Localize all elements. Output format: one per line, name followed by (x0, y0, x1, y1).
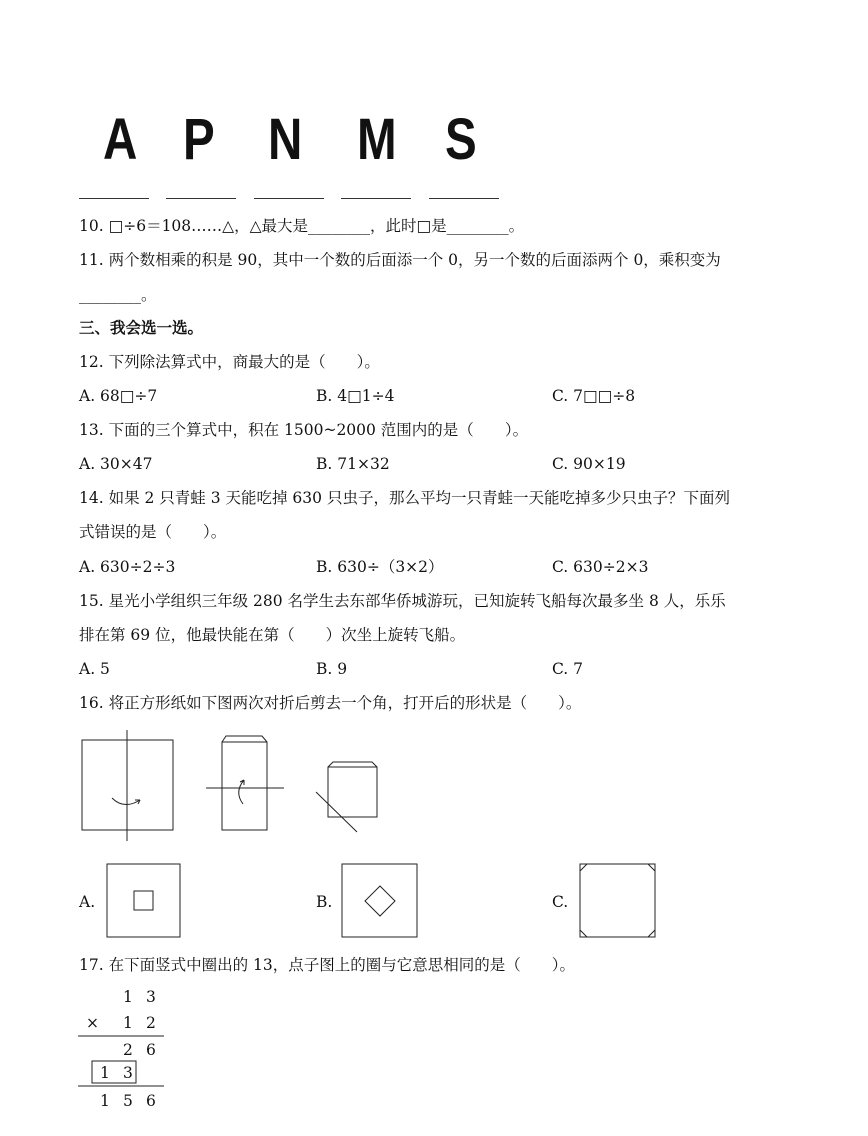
q10-blank-2[interactable]: ________ (446, 217, 509, 235)
question-17: 17. 在下面竖式中圈出的 13，点子图上的圈与它意思相同的是（ ）。 (79, 956, 575, 974)
q10-end: 。 (508, 217, 525, 235)
folded-square (328, 767, 377, 817)
question-15-line-2: 排在第 69 位，他最快能在第（ ）次坐上旋转飞船。 (79, 626, 466, 644)
q10-text-2: ，此时□是 (370, 217, 447, 235)
fold-arrow-icon (112, 798, 140, 805)
question-13: 13. 下面的三个算式中，积在 1500~2000 范围内的是（ ）。 (79, 421, 529, 439)
q13-option-b[interactable]: B. 71×32 (316, 455, 390, 473)
q16-option-b-label[interactable]: B. (316, 893, 333, 911)
digit: 1 (100, 1064, 110, 1082)
circled-13[interactable] (92, 1061, 136, 1083)
letter-a: A (103, 107, 138, 172)
q14-option-c[interactable]: C. 630÷2×3 (552, 558, 649, 576)
answer-blank[interactable] (429, 198, 499, 200)
q14-option-a[interactable]: A. 630÷2÷3 (79, 558, 176, 576)
digit: 2 (146, 1014, 156, 1032)
digit: 1 (123, 1014, 133, 1032)
q12-option-a[interactable]: A. 68□÷7 (79, 387, 158, 405)
folding-diagram (0, 728, 868, 868)
q14-option-b[interactable]: B. 630÷（3×2） (316, 558, 444, 576)
q12-option-b[interactable]: B. 4□1÷4 (316, 387, 395, 405)
fold-arrow-icon (239, 780, 244, 804)
answer-blank[interactable] (166, 198, 236, 200)
multiply-sign: × (86, 1014, 99, 1032)
q13-option-a[interactable]: A. 30×47 (79, 455, 153, 473)
digit: 3 (123, 1064, 133, 1082)
digit: 5 (123, 1092, 133, 1110)
digit: 1 (100, 1092, 110, 1110)
question-14-line-1: 14. 如果 2 只青蛙 3 天能吃掉 630 只虫子，那么平均一只青蛙一天能吃掉多少只虫子？下面列 (79, 489, 730, 507)
letter-m: M (357, 107, 397, 172)
option-a-figure[interactable] (107, 864, 180, 937)
digit: 6 (146, 1092, 156, 1110)
option-b-figure[interactable] (342, 864, 417, 937)
question-11-line-2[interactable]: ________。 (79, 286, 157, 304)
q10-text: 10. □÷6＝108……△，△最大是 (79, 217, 308, 235)
q16-options-figures (0, 862, 868, 942)
digit: 6 (146, 1041, 156, 1059)
folded-paper (222, 742, 267, 830)
digit: 1 (123, 988, 133, 1006)
calc-lines (76, 986, 196, 1106)
digit: 3 (146, 988, 156, 1006)
q15-option-c[interactable]: C. 7 (552, 660, 584, 678)
q15-option-a[interactable]: A. 5 (79, 660, 110, 678)
letter-s: S (445, 107, 477, 172)
section-heading: 三、我会选一选。 (79, 318, 204, 337)
q13-option-c[interactable]: C. 90×19 (552, 455, 626, 473)
digit: 2 (123, 1041, 133, 1059)
letter-n: N (268, 107, 303, 172)
answer-blank[interactable] (79, 198, 149, 200)
q15-option-b[interactable]: B. 9 (316, 660, 348, 678)
option-c-figure[interactable] (580, 864, 655, 937)
q12-option-c[interactable]: C. 7□□÷8 (552, 387, 636, 405)
question-16: 16. 将正方形纸如下图两次对折后剪去一个角，打开后的形状是（ ）。 (79, 694, 582, 712)
answer-blank[interactable] (254, 198, 324, 200)
question-11-line-1: 11. 两个数相乘的积是 90，其中一个数的后面添一个 0，另一个数的后面添两个 0，乘积变为 (79, 251, 721, 269)
question-12: 12. 下列除法算式中，商最大的是（ ）。 (79, 353, 380, 371)
letter-p: P (183, 107, 215, 172)
answer-blank[interactable] (341, 198, 411, 200)
question-14-line-2: 式错误的是（ ）。 (79, 523, 227, 541)
q10-blank-1[interactable]: ________ (308, 217, 370, 235)
q16-option-c-label[interactable]: C. (552, 893, 569, 911)
q16-option-a-label[interactable]: A. (79, 893, 96, 911)
question-15-line-1: 15. 星光小学组织三年级 280 名学生去东部华侨城游玩，已知旋转飞船每次最多坐 8 人，乐乐 (79, 592, 726, 610)
question-10 (79, 216, 524, 236)
